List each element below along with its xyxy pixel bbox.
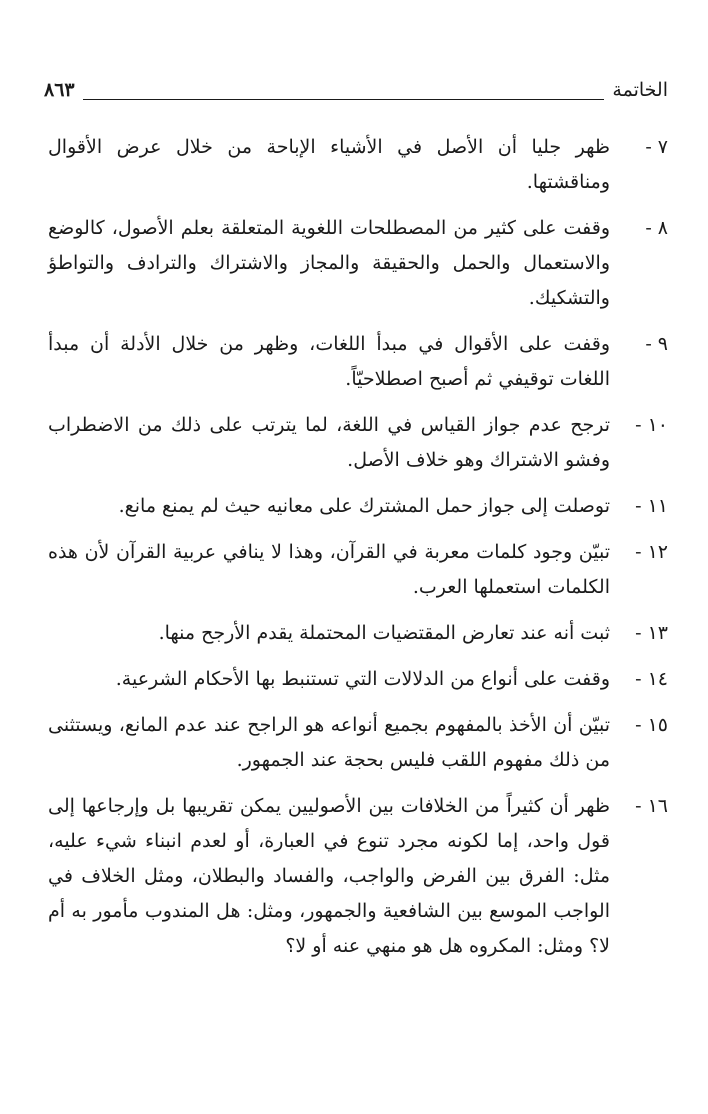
item-text: ترجح عدم جواز القياس في اللغة، لما يترتب على ذلك من الاضطراب وفشو الاشتراك وهو خلاف الأصل.: [48, 414, 610, 471]
item-text: وقفت على كثير من المصطلحات اللغوية المتعلقة بعلم الأصول، كالوضع والاستعمال والحمل والحقيقة والمجاز والاشتراك والترادف والتواطؤ والتشكيك.: [48, 217, 610, 309]
item-number: ١٤ -: [635, 668, 668, 690]
header-rule: [83, 99, 605, 100]
list-item: [48, 662, 668, 697]
list-item: [48, 211, 668, 316]
conclusion-list: [48, 130, 668, 975]
chapter-title: الخاتمة: [612, 79, 668, 101]
list-item: [48, 327, 668, 397]
item-number: ٧ -: [645, 136, 668, 158]
list-item: [48, 789, 668, 964]
item-text: توصلت إلى جواز حمل المشترك على معانيه حيث لم يمنع مانع.: [118, 495, 610, 517]
list-item: [48, 616, 668, 651]
list-item: [48, 708, 668, 778]
item-text: ظهر أن كثيراً من الخلافات بين الأصوليين يمكن تقريبها بل وإرجاعها إلى قول واحد، إما لكونه مجرد تنوع في العبارة، أو لعدم انبناء شيء عليه، مثل: الفرق بين الفرض والواجب، والفساد والبطلان، ومثل الخلاف في الواجب الموسع بين الشافعية والجمهور، ومثل: هل المندوب مأمور به أم لا؟ ومثل: المكروه هل هو منهي عنه أو لا؟: [48, 795, 610, 957]
item-text: وقفت على الأقوال في مبدأ اللغات، وظهر من خلال الأدلة أن مبدأ اللغات توقيفي ثم أصبح اصطلاحيّاً.: [48, 333, 610, 390]
item-number: ١٦ -: [635, 795, 668, 817]
list-item: [48, 489, 668, 524]
item-text: تبيّن وجود كلمات معربة في القرآن، وهذا لا ينافي عربية القرآن لأن هذه الكلمات استعملها العرب.: [48, 541, 610, 598]
item-number: ١٠ -: [635, 414, 668, 436]
item-number: ٨ -: [645, 217, 668, 239]
item-text: ظهر جليا أن الأصل في الأشياء الإباحة من خلال عرض الأقوال ومناقشتها.: [48, 136, 610, 193]
item-number: ١٣ -: [635, 622, 668, 644]
item-text: وقفت على أنواع من الدلالات التي تستنبط بها الأحكام الشرعية.: [115, 668, 610, 690]
item-number: ٩ -: [645, 333, 668, 355]
list-item: [48, 130, 668, 200]
item-number: ١٢ -: [635, 541, 668, 563]
list-item: [48, 408, 668, 478]
running-header: [44, 72, 668, 106]
item-text: ثبت أنه عند تعارض المقتضيات المحتملة يقدم الأرجح منها.: [158, 622, 610, 644]
page-number: ٨٦٣: [44, 79, 75, 101]
item-number: ١٥ -: [635, 714, 668, 736]
list-item: [48, 535, 668, 605]
item-number: ١١ -: [635, 495, 668, 517]
item-text: تبيّن أن الأخذ بالمفهوم بجميع أنواعه هو الراجح عند عدم المانع، ويستثنى من ذلك مفهوم اللقب فليس بحجة عند الجمهور.: [48, 714, 610, 771]
